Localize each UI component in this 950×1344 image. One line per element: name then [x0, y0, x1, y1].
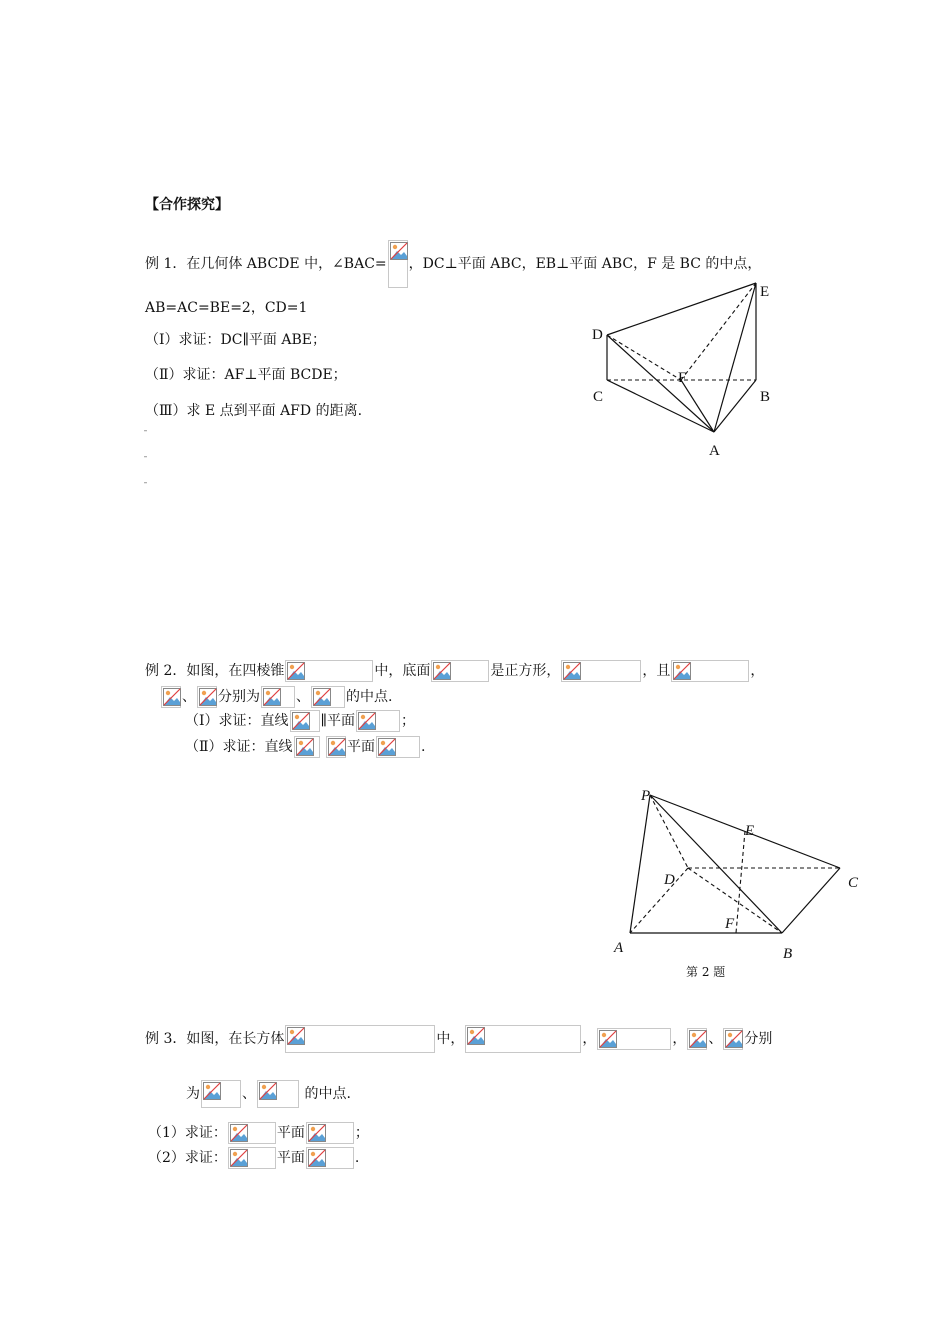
image-icon: [199, 688, 217, 706]
image-icon: [203, 1082, 221, 1100]
image-icon: [563, 662, 581, 680]
image-icon: [433, 662, 451, 680]
image-icon: [358, 712, 376, 730]
formula-image-placeholder: [228, 1122, 276, 1144]
fig2-label-E: E: [745, 823, 755, 839]
paragraph-mark: ˉ: [143, 456, 148, 467]
fig2-label-B: B: [783, 946, 793, 962]
image-icon: [287, 662, 305, 680]
image-icon: [378, 738, 396, 756]
image-icon: [230, 1124, 248, 1142]
fig2-label-F: F: [725, 916, 735, 932]
formula-image-placeholder: [326, 736, 346, 758]
formula-image-placeholder: [376, 736, 420, 758]
image-icon: [230, 1149, 248, 1167]
formula-image-placeholder: [261, 686, 295, 708]
image-icon: [287, 1027, 305, 1045]
formula-image-placeholder: [228, 1147, 276, 1169]
example3-q1: （1）求证： 平面 ；: [148, 1122, 369, 1144]
fig1-label-E: E: [760, 284, 770, 300]
fig1-label-A: A: [709, 443, 720, 459]
formula-image-placeholder: [465, 1025, 581, 1053]
example1-line1: 例 1．在几何体 ABCDE 中，∠BAC= ，DC⊥平面 ABC，EB⊥平面 ABC，F 是 BC 的中点，: [145, 240, 761, 288]
formula-image-placeholder: [294, 736, 320, 758]
example1-q3: （Ⅲ）求 E 点到平面 AFD 的距离.: [145, 403, 363, 419]
example2-line2: 、 分别为 、 的中点.: [160, 686, 392, 708]
formula-image-placeholder: [311, 686, 345, 708]
image-icon: [599, 1030, 617, 1048]
formula-image-placeholder: [388, 240, 408, 288]
formula-image-placeholder: [257, 1080, 299, 1108]
formula-image-placeholder: [290, 710, 320, 732]
example1-line2: AB=AC=BE=2，CD=1: [145, 300, 308, 316]
paragraph-mark: ˉ: [143, 482, 148, 493]
image-icon: [467, 1027, 485, 1045]
example2-line1: 例 2．如图，在四棱锥 中，底面 是正方形， ，且 ，: [145, 660, 764, 682]
image-icon: [725, 1030, 743, 1048]
image-icon: [308, 1149, 326, 1167]
formula-image-placeholder: [687, 1028, 707, 1050]
image-icon: [292, 712, 310, 730]
image-icon: [673, 662, 691, 680]
example2-q1: （Ⅰ）求证：直线 ∥平面 ；: [185, 710, 415, 732]
fig2-label-D: D: [664, 872, 675, 888]
image-icon: [308, 1124, 326, 1142]
section-title: 【合作探究】: [145, 197, 229, 213]
example3-line1: 例 3．如图，在长方体 中， ， ， 、 分别: [145, 1025, 772, 1053]
example3-q2: （2）求证： 平面 .: [148, 1147, 359, 1169]
formula-image-placeholder: [561, 660, 641, 682]
formula-image-placeholder: [197, 686, 217, 708]
fig1-label-B: B: [760, 389, 771, 405]
example3-line2: 为 、 的中点.: [186, 1080, 351, 1108]
formula-image-placeholder: [201, 1080, 241, 1108]
example1-q2: （Ⅱ）求证：AF⊥平面 BCDE；: [145, 367, 347, 383]
formula-image-placeholder: [723, 1028, 743, 1050]
fig2-label-C: C: [848, 875, 859, 891]
image-icon: [296, 738, 314, 756]
fig1-label-D: D: [592, 327, 603, 343]
fig1-label-F: F: [678, 370, 687, 386]
image-icon: [313, 688, 331, 706]
formula-image-placeholder: [306, 1122, 354, 1144]
fig2-label-A: A: [614, 940, 624, 956]
image-icon: [390, 242, 408, 260]
example1-q1: （Ⅰ）求证：DC∥平面 ABE；: [145, 332, 327, 348]
example2-q2: （Ⅱ）求证：直线 平面 .: [185, 736, 425, 758]
formula-image-placeholder: [597, 1028, 671, 1050]
fig2-label-P: P: [641, 788, 651, 804]
formula-image-placeholder: [306, 1147, 354, 1169]
formula-image-placeholder: [356, 710, 400, 732]
formula-image-placeholder: [285, 1025, 435, 1053]
paragraph-mark: ˉ: [143, 430, 148, 441]
fig2-caption: 第 2 题: [686, 965, 726, 979]
image-icon: [259, 1082, 277, 1100]
formula-image-placeholder: [431, 660, 489, 682]
image-icon: [263, 688, 281, 706]
formula-image-placeholder: [285, 660, 373, 682]
formula-image-placeholder: [671, 660, 749, 682]
image-icon: [163, 688, 181, 706]
fig1-label-C: C: [593, 389, 604, 405]
image-icon: [328, 738, 346, 756]
image-icon: [689, 1030, 707, 1048]
formula-image-placeholder: [161, 686, 181, 708]
